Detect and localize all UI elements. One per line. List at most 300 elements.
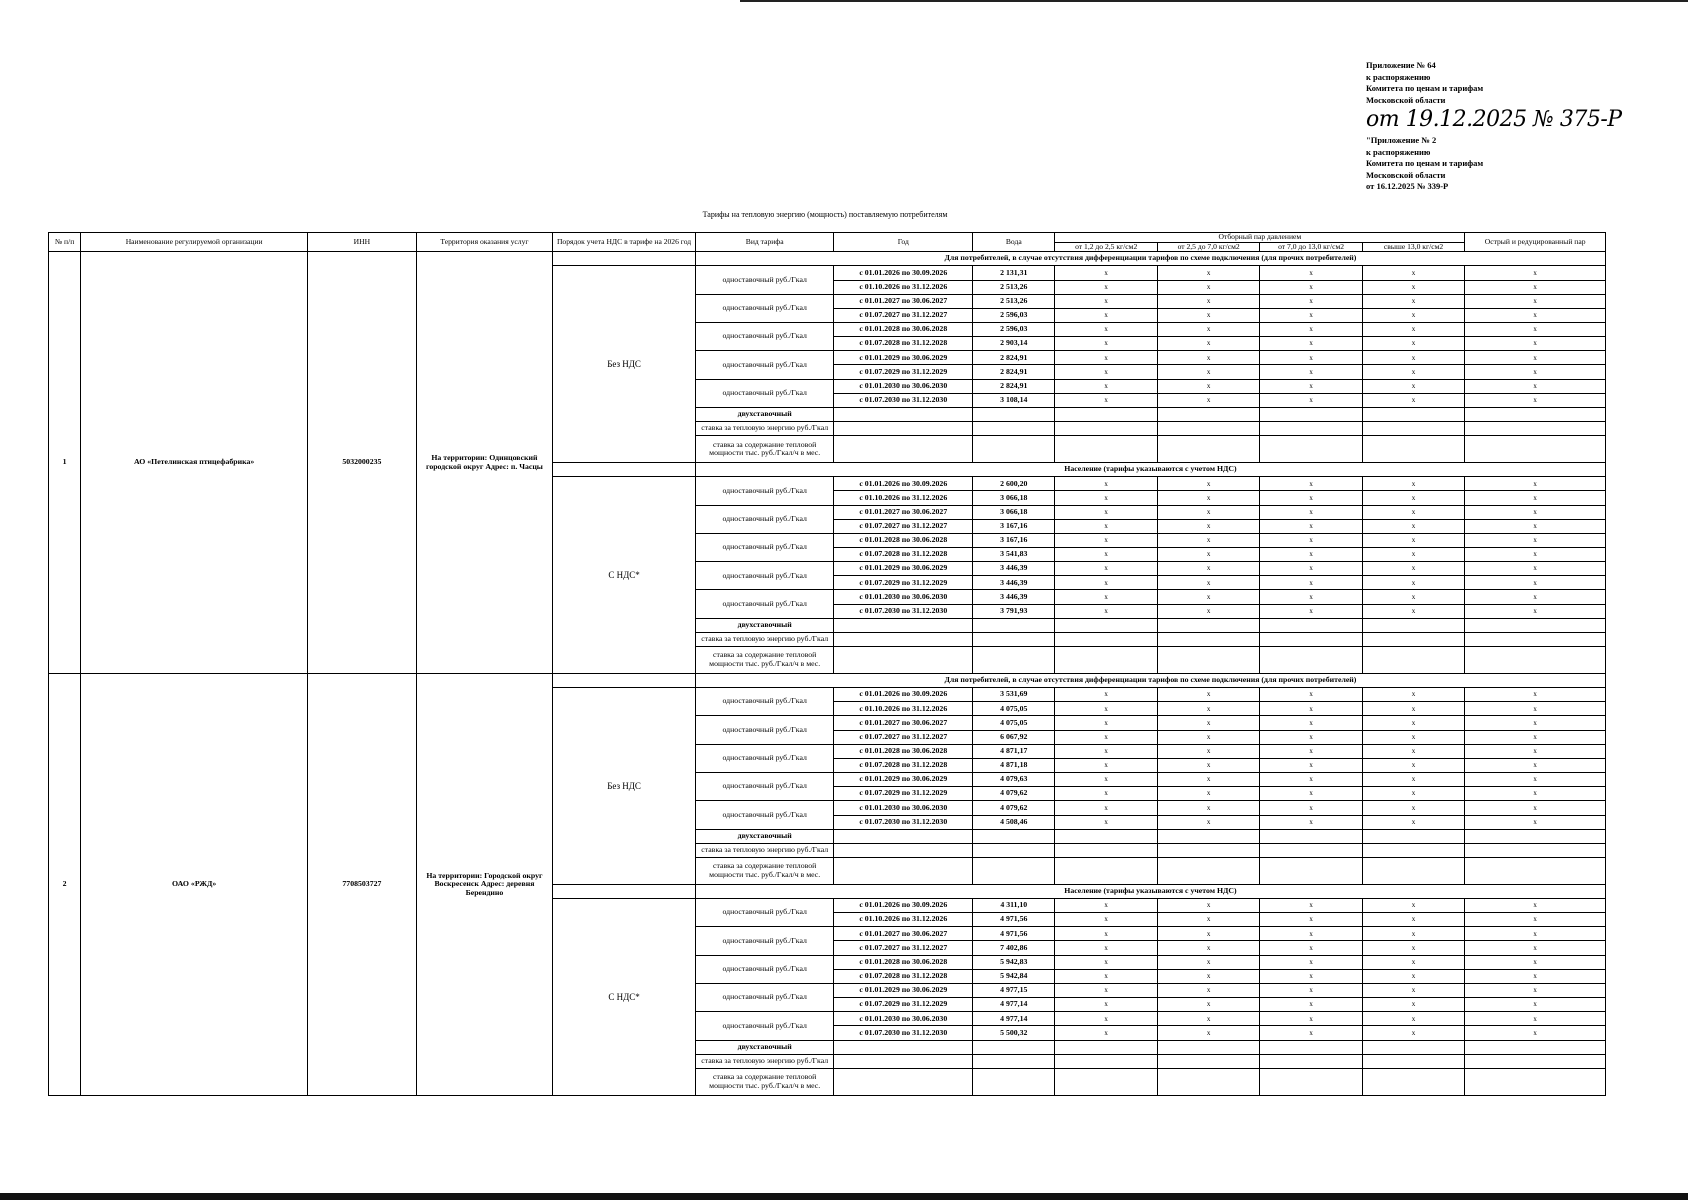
empty-cell [973, 632, 1055, 646]
empty-cell [834, 618, 973, 632]
x-mark: x [1157, 688, 1259, 702]
x-mark: x [1260, 308, 1362, 322]
x-mark: x [1157, 744, 1259, 758]
x-mark: x [1260, 337, 1362, 351]
x-mark: x [1157, 787, 1259, 801]
x-mark: x [1055, 562, 1157, 576]
empty-cell [1465, 632, 1606, 646]
water-value: 2 600,20 [973, 477, 1055, 491]
tariff-type-energy-rate: ставка за тепловую энергию руб./Гкал [695, 843, 834, 857]
water-value: 3 541,83 [973, 548, 1055, 562]
x-mark: x [1362, 730, 1464, 744]
x-mark: x [1157, 280, 1259, 294]
header-tariff-type: Вид тарифа [695, 233, 834, 252]
empty-cell [1362, 618, 1464, 632]
section-heading: Для потребителей, в случае отсутствия дифференциации тарифов по схеме подключения (для прочих потребителей) [695, 252, 1605, 266]
x-mark: x [1362, 773, 1464, 787]
x-mark: x [1157, 941, 1259, 955]
x-mark: x [1260, 1026, 1362, 1040]
x-mark: x [1260, 955, 1362, 969]
x-mark: x [1465, 365, 1606, 379]
x-mark: x [1465, 477, 1606, 491]
x-mark: x [1055, 308, 1157, 322]
x-mark: x [1260, 998, 1362, 1012]
x-mark: x [1055, 294, 1157, 308]
period: с 01.01.2028 по 30.06.2028 [834, 322, 973, 336]
x-mark: x [1362, 815, 1464, 829]
x-mark: x [1055, 1026, 1157, 1040]
x-mark: x [1055, 730, 1157, 744]
org-territory: На территории: Городской округ Воскресенск Адрес: деревня Берендино [416, 673, 553, 1095]
x-mark: x [1055, 969, 1157, 983]
x-mark: x [1362, 477, 1464, 491]
x-mark: x [1157, 898, 1259, 912]
water-value: 4 977,15 [973, 983, 1055, 997]
x-mark: x [1465, 773, 1606, 787]
x-mark: x [1055, 801, 1157, 815]
x-mark: x [1157, 519, 1259, 533]
x-mark: x [1260, 801, 1362, 815]
empty-cell [834, 407, 973, 421]
water-value: 4 971,56 [973, 913, 1055, 927]
x-mark: x [1055, 913, 1157, 927]
x-mark: x [1260, 983, 1362, 997]
vat-order: С НДС* [553, 898, 696, 1095]
empty-cell [834, 829, 973, 843]
x-mark: x [1362, 604, 1464, 618]
x-mark: x [1055, 280, 1157, 294]
x-mark: x [1055, 716, 1157, 730]
x-mark: x [1260, 787, 1362, 801]
x-mark: x [1055, 688, 1157, 702]
header-steam-col: от 2,5 до 7,0 кг/см2 [1157, 242, 1259, 252]
empty-cell [1055, 1040, 1157, 1054]
water-value: 4 079,62 [973, 801, 1055, 815]
x-mark: x [1157, 758, 1259, 772]
water-value: 3 446,39 [973, 562, 1055, 576]
x-mark: x [1260, 351, 1362, 365]
tariff-table [48, 232, 1606, 1096]
empty-cell [1055, 857, 1157, 884]
period: с 01.01.2027 по 30.06.2027 [834, 294, 973, 308]
appendix-line: Приложение № 64 [1366, 60, 1436, 70]
empty-cell [1465, 857, 1606, 884]
x-mark: x [1260, 815, 1362, 829]
x-mark: x [1260, 548, 1362, 562]
x-mark: x [1362, 562, 1464, 576]
water-value: 3 167,16 [973, 533, 1055, 547]
tariff-type-one-rate: одноставочный руб./Гкал [695, 1012, 834, 1040]
empty-cell [973, 1040, 1055, 1054]
water-value: 6 067,92 [973, 730, 1055, 744]
period: с 01.01.2026 по 30.09.2026 [834, 477, 973, 491]
x-mark: x [1055, 337, 1157, 351]
x-mark: x [1260, 576, 1362, 590]
tariff-type-one-rate: одноставочный руб./Гкал [695, 898, 834, 926]
x-mark: x [1157, 969, 1259, 983]
x-mark: x [1465, 562, 1606, 576]
section-heading: Население (тарифы указываются с учетом НДС) [695, 463, 1605, 477]
x-mark: x [1157, 815, 1259, 829]
x-mark: x [1362, 590, 1464, 604]
empty-cell [1055, 618, 1157, 632]
x-mark: x [1055, 505, 1157, 519]
water-value: 4 079,63 [973, 773, 1055, 787]
empty-cell [973, 647, 1055, 674]
water-value: 5 942,84 [973, 969, 1055, 983]
x-mark: x [1260, 716, 1362, 730]
x-mark: x [1157, 322, 1259, 336]
empty-cell [1157, 436, 1259, 463]
x-mark: x [1260, 294, 1362, 308]
x-mark: x [1465, 519, 1606, 533]
x-mark: x [1157, 927, 1259, 941]
x-mark: x [1260, 491, 1362, 505]
x-mark: x [1465, 308, 1606, 322]
water-value: 3 531,69 [973, 688, 1055, 702]
x-mark: x [1465, 913, 1606, 927]
empty-cell [1260, 1054, 1362, 1068]
x-mark: x [1465, 801, 1606, 815]
empty-cell [973, 618, 1055, 632]
empty-cell [1362, 632, 1464, 646]
tariff-type-capacity-rate: ставка за содержание тепловой мощности тыс. руб./Гкал/ч в мес. [695, 436, 834, 463]
period: с 01.01.2028 по 30.06.2028 [834, 744, 973, 758]
x-mark: x [1465, 702, 1606, 716]
x-mark: x [1055, 1012, 1157, 1026]
x-mark: x [1055, 941, 1157, 955]
x-mark: x [1362, 758, 1464, 772]
period: с 01.01.2029 по 30.06.2029 [834, 773, 973, 787]
empty-cell [973, 407, 1055, 421]
x-mark: x [1157, 702, 1259, 716]
x-mark: x [1157, 393, 1259, 407]
x-mark: x [1260, 941, 1362, 955]
empty-cell [1465, 829, 1606, 843]
x-mark: x [1055, 365, 1157, 379]
tariff-type-one-rate: одноставочный руб./Гкал [695, 801, 834, 829]
x-mark: x [1465, 491, 1606, 505]
header-steam-col: от 1,2 до 2,5 кг/см2 [1055, 242, 1157, 252]
empty-cell [1362, 1068, 1464, 1095]
tariff-type-energy-rate: ставка за тепловую энергию руб./Гкал [695, 1054, 834, 1068]
x-mark: x [1260, 744, 1362, 758]
period: с 01.07.2029 по 31.12.2029 [834, 998, 973, 1012]
tariff-type-two-rate: двухставочный [695, 407, 834, 421]
header-org-name: Наименование регулируемой организации [81, 233, 308, 252]
x-mark: x [1362, 533, 1464, 547]
header-sharp-steam: Острый и редуцированный пар [1465, 233, 1606, 252]
empty-cell [834, 1054, 973, 1068]
empty-cell [1260, 857, 1362, 884]
x-mark: x [1362, 308, 1464, 322]
x-mark: x [1465, 744, 1606, 758]
x-mark: x [1260, 533, 1362, 547]
empty-cell [1465, 436, 1606, 463]
water-value: 3 066,18 [973, 491, 1055, 505]
section-heading: Население (тарифы указываются с учетом НДС) [695, 884, 1605, 898]
x-mark: x [1362, 955, 1464, 969]
water-value: 3 167,16 [973, 519, 1055, 533]
x-mark: x [1055, 773, 1157, 787]
x-mark: x [1465, 716, 1606, 730]
x-mark: x [1362, 801, 1464, 815]
period: с 01.07.2027 по 31.12.2027 [834, 519, 973, 533]
header-steam-col: свыше 13,0 кг/см2 [1362, 242, 1464, 252]
org-territory: На территории: Одинцовский городской округ Адрес: п. Часцы [416, 252, 553, 674]
empty-cell [834, 857, 973, 884]
x-mark: x [1055, 491, 1157, 505]
x-mark: x [1055, 898, 1157, 912]
appendix-line: "Приложение № 2 [1366, 135, 1437, 145]
empty-cell [1157, 632, 1259, 646]
empty-cell [1260, 1040, 1362, 1054]
empty-cell [1260, 843, 1362, 857]
empty-cell [1055, 632, 1157, 646]
x-mark: x [1260, 969, 1362, 983]
x-mark: x [1260, 505, 1362, 519]
x-mark: x [1260, 688, 1362, 702]
water-value: 4 508,46 [973, 815, 1055, 829]
appendix-line: к распоряжению [1366, 146, 1431, 157]
x-mark: x [1157, 337, 1259, 351]
period: с 01.07.2030 по 31.12.2030 [834, 604, 973, 618]
empty-cell [1362, 436, 1464, 463]
x-mark: x [1055, 758, 1157, 772]
header-inn: ИНН [308, 233, 416, 252]
x-mark: x [1260, 927, 1362, 941]
x-mark: x [1157, 548, 1259, 562]
x-mark: x [1362, 379, 1464, 393]
header-vat-order: Порядок учета НДС в тарифе на 2026 год [553, 233, 696, 252]
period: с 01.01.2028 по 30.06.2028 [834, 955, 973, 969]
empty-cell [973, 857, 1055, 884]
period: с 01.01.2026 по 30.09.2026 [834, 898, 973, 912]
period: с 01.01.2030 по 30.06.2030 [834, 1012, 973, 1026]
x-mark: x [1157, 998, 1259, 1012]
x-mark: x [1465, 576, 1606, 590]
empty-cell [973, 422, 1055, 436]
water-value: 4 871,18 [973, 758, 1055, 772]
x-mark: x [1055, 379, 1157, 393]
section-gap [553, 673, 696, 687]
period: с 01.01.2030 по 30.06.2030 [834, 379, 973, 393]
tariff-type-one-rate: одноставочный руб./Гкал [695, 983, 834, 1011]
x-mark: x [1157, 604, 1259, 618]
x-mark: x [1465, 1012, 1606, 1026]
x-mark: x [1362, 351, 1464, 365]
period: с 01.10.2026 по 31.12.2026 [834, 913, 973, 927]
empty-cell [1157, 1054, 1259, 1068]
water-value: 3 791,93 [973, 604, 1055, 618]
period: с 01.01.2026 по 30.09.2026 [834, 266, 973, 280]
empty-cell [1260, 1068, 1362, 1095]
x-mark: x [1157, 1012, 1259, 1026]
x-mark: x [1157, 716, 1259, 730]
x-mark: x [1055, 815, 1157, 829]
tariff-type-one-rate: одноставочный руб./Гкал [695, 351, 834, 379]
x-mark: x [1362, 898, 1464, 912]
tariff-type-two-rate: двухставочный [695, 829, 834, 843]
water-value: 4 079,62 [973, 787, 1055, 801]
water-value: 5 942,83 [973, 955, 1055, 969]
org-num: 1 [49, 252, 81, 674]
appendix-line: от 16.12.2025 № 339-Р [1366, 181, 1449, 191]
org-inn: 7708503727 [308, 673, 416, 1095]
period: с 01.01.2028 по 30.06.2028 [834, 533, 973, 547]
empty-cell [1055, 407, 1157, 421]
x-mark: x [1465, 730, 1606, 744]
water-value: 2 824,91 [973, 379, 1055, 393]
header-territory: Территория оказания услуг [416, 233, 553, 252]
water-value: 5 500,32 [973, 1026, 1055, 1040]
empty-cell [834, 843, 973, 857]
empty-cell [973, 1068, 1055, 1095]
empty-cell [973, 829, 1055, 843]
x-mark: x [1362, 505, 1464, 519]
empty-cell [973, 436, 1055, 463]
x-mark: x [1260, 730, 1362, 744]
x-mark: x [1260, 519, 1362, 533]
tariff-type-one-rate: одноставочный руб./Гкал [695, 562, 834, 590]
x-mark: x [1055, 533, 1157, 547]
x-mark: x [1362, 491, 1464, 505]
empty-cell [1465, 1040, 1606, 1054]
empty-cell [1465, 843, 1606, 857]
tariff-type-one-rate: одноставочный руб./Гкал [695, 322, 834, 350]
x-mark: x [1362, 280, 1464, 294]
water-value: 3 446,39 [973, 576, 1055, 590]
empty-cell [834, 1040, 973, 1054]
empty-cell [1055, 829, 1157, 843]
empty-cell [1465, 1068, 1606, 1095]
period: с 01.07.2027 по 31.12.2027 [834, 308, 973, 322]
x-mark: x [1362, 983, 1464, 997]
appendix-line: Комитета по ценам и тарифам [1366, 158, 1484, 168]
period: с 01.07.2029 по 31.12.2029 [834, 787, 973, 801]
x-mark: x [1465, 927, 1606, 941]
period: с 01.07.2030 по 31.12.2030 [834, 393, 973, 407]
water-value: 2 903,14 [973, 337, 1055, 351]
x-mark: x [1260, 562, 1362, 576]
tariff-type-one-rate: одноставочный руб./Гкал [695, 379, 834, 407]
x-mark: x [1157, 562, 1259, 576]
period: с 01.07.2028 по 31.12.2028 [834, 758, 973, 772]
water-value: 2 513,26 [973, 280, 1055, 294]
period: с 01.01.2029 по 30.06.2029 [834, 983, 973, 997]
tariff-type-one-rate: одноставочный руб./Гкал [695, 927, 834, 955]
x-mark: x [1260, 758, 1362, 772]
empty-cell [834, 436, 973, 463]
x-mark: x [1465, 688, 1606, 702]
period: с 01.10.2026 по 31.12.2026 [834, 491, 973, 505]
appendix-line: Московской области [1366, 94, 1446, 105]
empty-cell [1055, 1054, 1157, 1068]
appendix-line: Комитета по ценам и тарифам [1366, 83, 1484, 93]
x-mark: x [1157, 491, 1259, 505]
x-mark: x [1055, 351, 1157, 365]
water-value: 2 596,03 [973, 322, 1055, 336]
water-value: 4 871,17 [973, 744, 1055, 758]
empty-cell [1362, 857, 1464, 884]
x-mark: x [1362, 941, 1464, 955]
x-mark: x [1362, 1026, 1464, 1040]
x-mark: x [1465, 590, 1606, 604]
period: с 01.07.2028 по 31.12.2028 [834, 969, 973, 983]
empty-cell [1157, 618, 1259, 632]
empty-cell [1362, 843, 1464, 857]
x-mark: x [1362, 702, 1464, 716]
x-mark: x [1362, 927, 1464, 941]
empty-cell [1260, 422, 1362, 436]
x-mark: x [1157, 379, 1259, 393]
x-mark: x [1465, 322, 1606, 336]
tariff-type-one-rate: одноставочный руб./Гкал [695, 533, 834, 561]
empty-cell [834, 1068, 973, 1095]
x-mark: x [1362, 688, 1464, 702]
tariff-type-one-rate: одноставочный руб./Гкал [695, 505, 834, 533]
tariff-type-energy-rate: ставка за тепловую энергию руб./Гкал [695, 632, 834, 646]
header-steam: Отборный пар давлением [1055, 233, 1465, 243]
x-mark: x [1157, 266, 1259, 280]
tariff-type-one-rate: одноставочный руб./Гкал [695, 590, 834, 618]
section-row [49, 673, 1606, 687]
water-value: 3 446,39 [973, 590, 1055, 604]
x-mark: x [1260, 280, 1362, 294]
x-mark: x [1362, 576, 1464, 590]
x-mark: x [1362, 519, 1464, 533]
tariff-type-capacity-rate: ставка за содержание тепловой мощности тыс. руб./Гкал/ч в мес. [695, 857, 834, 884]
empty-cell [1362, 829, 1464, 843]
x-mark: x [1055, 927, 1157, 941]
x-mark: x [1362, 913, 1464, 927]
water-value: 4 977,14 [973, 1012, 1055, 1026]
x-mark: x [1465, 266, 1606, 280]
x-mark: x [1465, 351, 1606, 365]
x-mark: x [1055, 266, 1157, 280]
x-mark: x [1157, 365, 1259, 379]
header-year: Год [834, 233, 973, 252]
x-mark: x [1260, 604, 1362, 618]
x-mark: x [1157, 308, 1259, 322]
x-mark: x [1260, 379, 1362, 393]
section-heading: Для потребителей, в случае отсутствия дифференциации тарифов по схеме подключения (для прочих потребителей) [695, 673, 1605, 687]
period: с 01.01.2026 по 30.09.2026 [834, 688, 973, 702]
x-mark: x [1362, 787, 1464, 801]
empty-cell [1157, 829, 1259, 843]
header-water: Вода [973, 233, 1055, 252]
tariff-type-one-rate: одноставочный руб./Гкал [695, 716, 834, 744]
x-mark: x [1465, 393, 1606, 407]
x-mark: x [1362, 322, 1464, 336]
org-name: АО «Петелинская птицефабрика» [81, 252, 308, 674]
empty-cell [1362, 1054, 1464, 1068]
x-mark: x [1465, 337, 1606, 351]
x-mark: x [1055, 744, 1157, 758]
tariff-type-two-rate: двухставочный [695, 618, 834, 632]
tariff-type-one-rate: одноставочный руб./Гкал [695, 955, 834, 983]
header-steam-col: от 7,0 до 13,0 кг/см2 [1260, 242, 1362, 252]
water-value: 4 311,10 [973, 898, 1055, 912]
empty-cell [834, 632, 973, 646]
empty-cell [834, 422, 973, 436]
x-mark: x [1465, 505, 1606, 519]
x-mark: x [1362, 998, 1464, 1012]
period: с 01.10.2026 по 31.12.2026 [834, 280, 973, 294]
empty-cell [1465, 647, 1606, 674]
x-mark: x [1465, 898, 1606, 912]
x-mark: x [1055, 604, 1157, 618]
